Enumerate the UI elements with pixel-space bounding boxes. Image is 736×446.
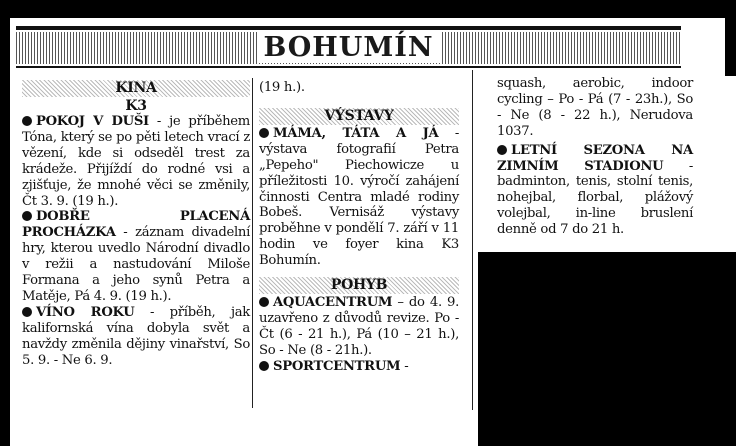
item-title: LETNÍ SEZONA NA ZIMNÍM STADIONU [497, 142, 693, 174]
spacer [259, 269, 459, 277]
bullet-icon [22, 211, 32, 221]
section-heading-pohyb [259, 277, 459, 294]
item-text: - záznam divadelní hry, kterou uvedlo Národní divadlo v režii a nastudování Miloše Formana a jeho synů Petra a Matěje, Pá 4. 9. (19 h.). [22, 225, 250, 304]
item-text: - příběh, jak kalifornská vína dobyla svět a navždy změnila dějiny vinařství, So 5. 9. - Ne 6. 9. [22, 304, 251, 368]
section-heading-text: POHYB [330, 277, 388, 294]
bullet-icon [259, 297, 269, 307]
list-item [259, 359, 459, 375]
page-title [16, 30, 681, 66]
item-title: AQUACENTRUM [273, 295, 393, 311]
column-pohyb-continued [497, 76, 693, 238]
column-divider [472, 70, 473, 410]
item-title: MÁMA, TÁTA A JÁ [273, 125, 439, 141]
section-heading-kina [22, 80, 250, 97]
section-heading-text: KINA [115, 80, 157, 96]
item-title: VÍNO ROKU [36, 304, 135, 320]
column-kina [22, 80, 250, 369]
item-title: POKOJ V DUŠI [36, 114, 149, 129]
list-item [22, 305, 250, 369]
venue-name: K3 [125, 98, 147, 114]
scan-border [478, 252, 736, 446]
list-item [497, 143, 693, 238]
item-text: - badminton, tenis, stolní tenis, nohejbal, florbal, plážový volejbal, in-line bruslení denně od 7 do 21 h. [497, 158, 693, 238]
column-divider [252, 78, 253, 408]
section-heading-text: VÝSTAVY [324, 107, 394, 124]
item-title: SPORTCENTRUM [273, 358, 401, 374]
column-vystavy [259, 80, 459, 375]
bullet-icon [22, 116, 32, 126]
bullet-icon [22, 307, 32, 317]
list-item [259, 295, 459, 359]
item-text: - [400, 358, 409, 374]
bullet-icon [259, 361, 269, 371]
page-title-text: BOHUMÍN [257, 32, 439, 63]
list-item [22, 114, 250, 209]
page-header [16, 26, 681, 68]
bullet-icon [497, 145, 507, 155]
item-title: DOBŘE PLACENÁ PROCHÁZKA [22, 209, 250, 241]
continued-text: squash, aerobic, indoor cycling – Po - Pá (7 - 23h.), So - Ne (8 - 22 h.), Nerudova 1037. [497, 76, 693, 139]
list-item [259, 126, 459, 269]
item-text: - výstava fotografií Petra „Pepeho" Piechowicze u příležitosti 10. výročí zahájení činnosti Centra mladé rodiny Bobeš. Vernisáž výstavy proběhne v pondělí 7. září v 11 hodin ve foyer kina K3 Bohumín. [259, 125, 459, 269]
continued-text: (19 h.). [259, 80, 305, 95]
section-heading-vystavy [259, 108, 459, 125]
bullet-icon [259, 128, 269, 138]
item-text: – do 4. 9. uzavřeno z důvodů revize. Po - Čt (6 - 21 h.), Pá (10 – 21 h.), So - Ne (8 - 21h.). [259, 295, 459, 358]
item-text: - je příběhem Tóna, který se po pěti letech vrací z vězení, kde si odseděl trest za krádeže. Přijíždí do rodné vsi a zjišťuje, že mnohé věci se změnily, Čt 3. 9. (19 h.). [22, 114, 250, 209]
list-item [22, 209, 250, 304]
